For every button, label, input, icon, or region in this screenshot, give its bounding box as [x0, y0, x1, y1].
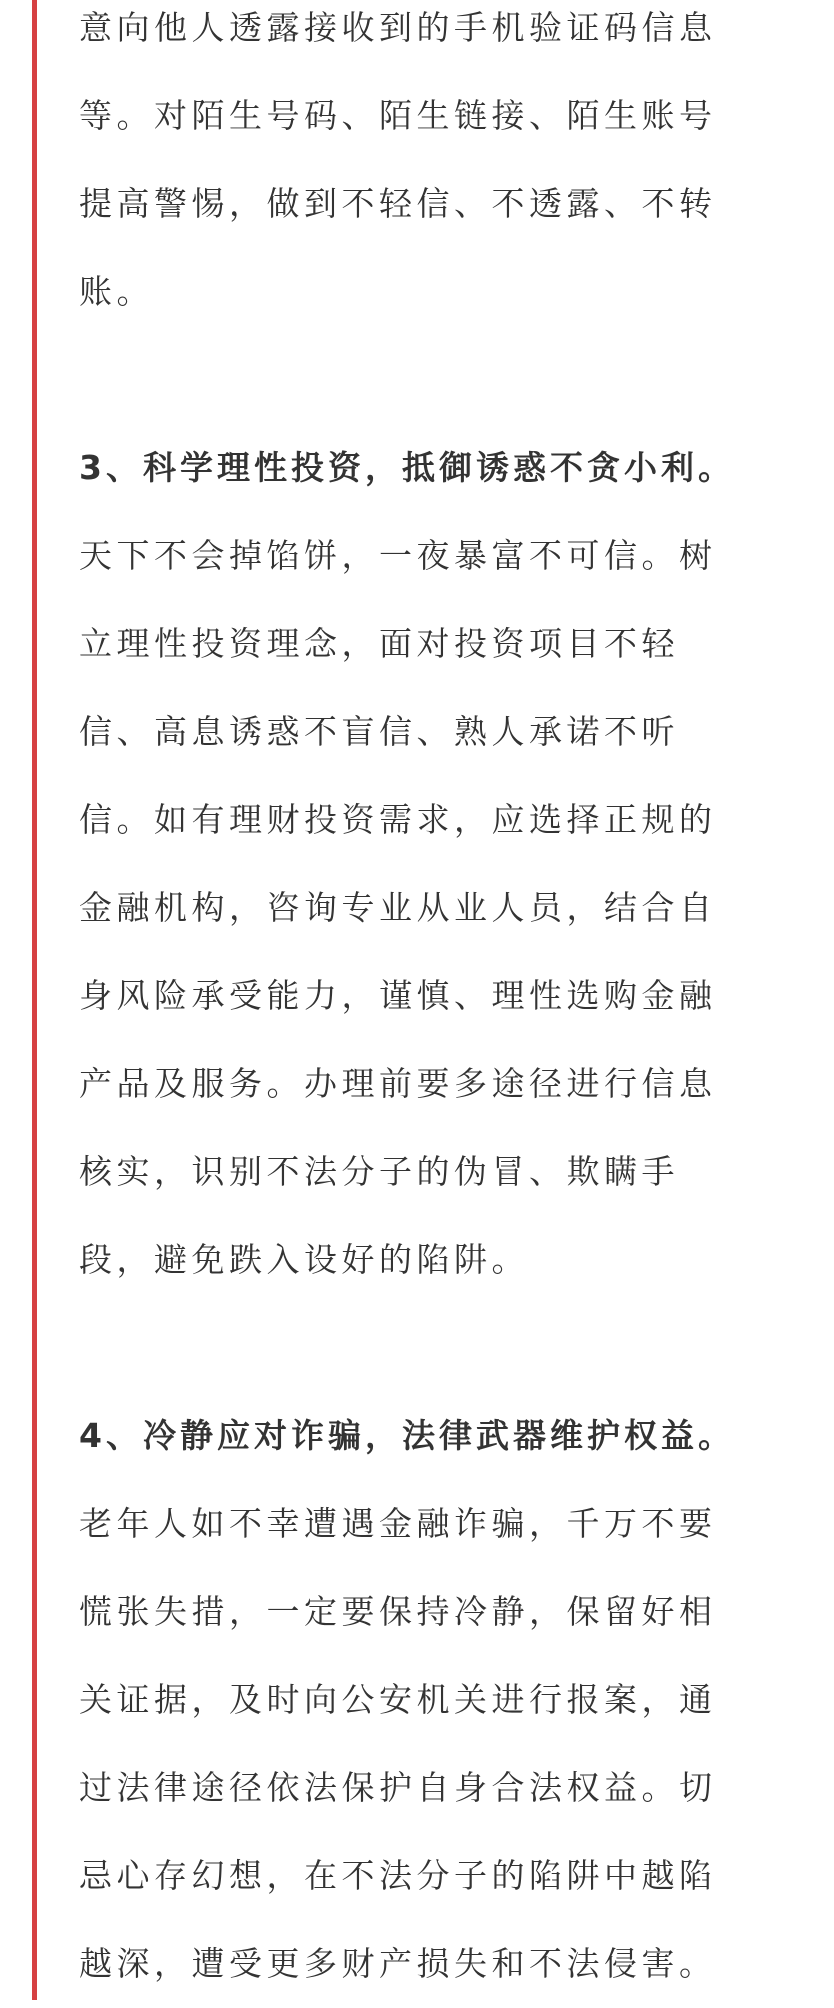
text-line: 越深，遭受更多财产损失和不法侵害。 — [79, 1944, 717, 1983]
text-line: 账。 — [79, 272, 154, 311]
text-line: 段，避免跌入设好的陷阱。 — [79, 1240, 529, 1279]
text-line: 等。对陌生号码、陌生链接、陌生账号 — [79, 96, 717, 135]
paragraph-gap — [79, 336, 779, 424]
article-body — [79, 0, 779, 2008]
paragraph-gap — [79, 1304, 779, 1392]
text-line: 信、高息诱惑不盲信、熟人承诺不听 — [79, 712, 679, 751]
text-line: 信。如有理财投资需求，应选择正规的 — [79, 800, 717, 839]
left-accent-rule — [32, 0, 37, 2000]
text-line: 产品及服务。办理前要多途径进行信息 — [79, 1064, 717, 1103]
section-3 — [79, 424, 779, 1304]
text-line: 过法律途径依法保护自身合法权益。切 — [79, 1768, 717, 1807]
section-4-heading: 4、冷静应对诈骗，法律武器维护权益。 — [79, 1416, 735, 1455]
intro-paragraph — [79, 0, 779, 336]
text-line: 核实，识别不法分子的伪冒、欺瞒手 — [79, 1152, 679, 1191]
text-line: 立理性投资理念，面对投资项目不轻 — [79, 624, 679, 663]
text-line: 慌张失措，一定要保持冷静，保留好相 — [79, 1592, 717, 1631]
section-3-heading: 3、科学理性投资，抵御诱惑不贪小利。 — [79, 448, 735, 487]
text-line: 天下不会掉馅饼，一夜暴富不可信。树 — [79, 536, 717, 575]
text-line: 忌心存幻想，在不法分子的陷阱中越陷 — [79, 1856, 717, 1895]
text-line: 提高警惕，做到不轻信、不透露、不转 — [79, 184, 717, 223]
text-line: 金融机构，咨询专业从业人员，结合自 — [79, 888, 717, 927]
text-line: 老年人如不幸遭遇金融诈骗，千万不要 — [79, 1504, 717, 1543]
section-4 — [79, 1392, 779, 2008]
text-line: 意向他人透露接收到的手机验证码信息 — [79, 8, 717, 47]
text-line: 关证据，及时向公安机关进行报案，通 — [79, 1680, 717, 1719]
text-line: 身风险承受能力，谨慎、理性选购金融 — [79, 976, 717, 1015]
